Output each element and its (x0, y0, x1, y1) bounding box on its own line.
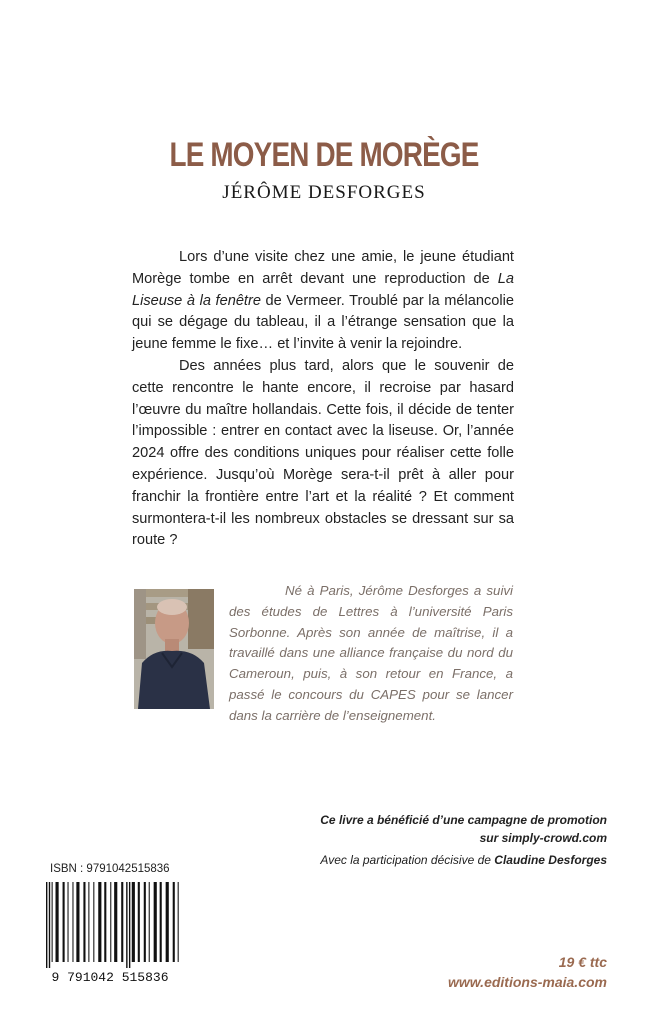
barcode-bar (121, 882, 123, 962)
barcode-bar (98, 882, 101, 962)
barcode-bar (88, 882, 89, 962)
barcode-bar (83, 882, 85, 962)
barcode-bar (114, 882, 117, 962)
barcode-bar (49, 882, 50, 968)
book-title: LE MOYEN DE MORÈGE (169, 136, 479, 174)
barcode-bar (46, 882, 47, 968)
barcode-bar (68, 882, 69, 962)
author-portrait-icon (134, 589, 214, 709)
barcode-bar (93, 882, 94, 962)
participation-notice (320, 853, 607, 867)
barcode-bar (149, 882, 150, 962)
barcode-bar (76, 882, 79, 962)
barcode-bar (160, 882, 162, 962)
barcode-bar (154, 882, 157, 962)
author-photo (134, 589, 214, 709)
price: 19 € ttc (558, 954, 607, 970)
participation-prefix: Avec la participation décisive de (320, 853, 495, 867)
barcode-bar (173, 882, 175, 962)
barcode-bar (72, 882, 73, 962)
barcode-bar (132, 882, 135, 962)
barcode-bar (138, 882, 140, 962)
barcode-digits: 9 791042 515836 (51, 970, 169, 984)
barcode-bar (104, 882, 106, 962)
isbn-label: ISBN : 9791042515836 (50, 863, 170, 875)
barcode-bar (166, 882, 169, 962)
barcode-bar (110, 882, 111, 962)
synopsis-paragraph-2: Des années plus tard, alors que le souvenir de cette rencontre le hante encore, il recroise par hasard l’œuvre du maître hollandais. Cette fois, il décide de tenter l’impossible : entrer en contact avec la liseuse. Or, l’année 2024 offre des conditions uniques pour réaliser cette folle expérience. Jusqu’où Morège sera-t-il prêt à aller pour franchir la frontière entre l’art et la réalité ? Et comment surmontera-t-il les nombreux obstacles se dressant sur sa route ? (132, 357, 514, 549)
author-name: JÉRÔME DESFORGES (222, 182, 426, 203)
barcode-bar (63, 882, 65, 962)
synopsis-text: de Vermeer. Troublé par la mélancolie qui se dégage du tableau, il a l’étrange sensation que la jeune femme le fixe… et l’invite à venir la rejoindre. (132, 292, 514, 353)
barcode-bar (126, 882, 127, 968)
promotion-notice (320, 811, 607, 847)
barcode-bar (178, 882, 179, 962)
barcode-bar (52, 882, 53, 962)
author-biography (229, 581, 513, 727)
synopsis-paragraph-1 (132, 247, 514, 356)
barcode-bar (144, 882, 146, 962)
isbn-barcode (40, 880, 180, 984)
bio-text: Né à Paris, Jérôme Desforges a suivi des études de Lettres à l’université Paris Sorbonne. Après son année de maîtrise, il a travaillé dans une alliance française du nord du Cameroun, puis, à son retour en France, a passé le concours du CAPES pour se lancer dans la carrière de l’enseignement. (229, 583, 513, 723)
synopsis-text: Lors d’une visite chez une amie, le jeune étudiant Morège tombe en arrêt devant une reproduction de (132, 249, 514, 287)
participant-name: Claudine Desforges (494, 853, 607, 867)
barcode-bar (129, 882, 130, 968)
publisher-website[interactable]: www.editions-maia.com (448, 974, 607, 990)
promotion-line-1: Ce livre a bénéficié d’une campagne de promotion (320, 813, 607, 827)
promotion-line-2: sur simply-crowd.com (479, 831, 607, 845)
synopsis (132, 247, 514, 552)
painting-title: La Liseuse à la fenêtre (132, 270, 514, 309)
barcode-bar (56, 882, 59, 962)
